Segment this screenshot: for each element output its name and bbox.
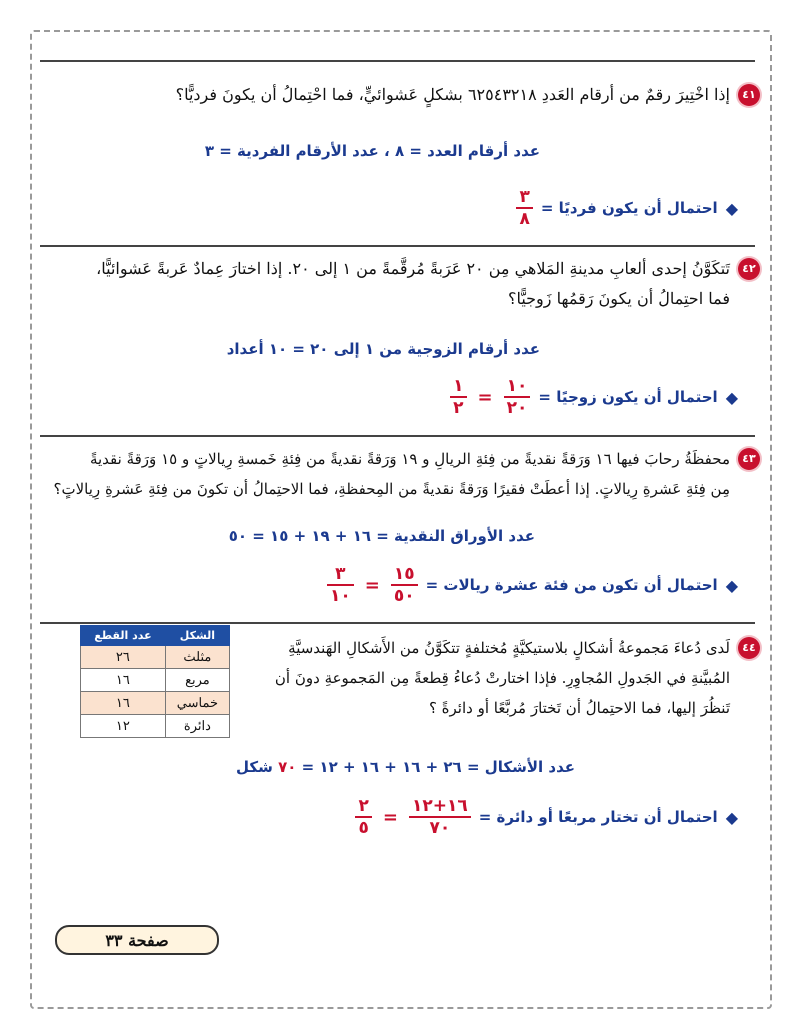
fraction-denominator: ٨ xyxy=(519,209,530,229)
question-42 xyxy=(48,254,760,314)
fraction-numerator: ١٠ xyxy=(506,376,528,396)
table-cell: ١٦ xyxy=(81,669,166,692)
fraction-simplified xyxy=(327,565,354,605)
fraction-numerator: ٢ xyxy=(358,796,369,816)
question-text: إذا اخْتِيرَ رقمٌ من أرقام العَددِ ٦٢٥٤٣٢١٨ بشكلٍ عَشوائيٍّ، فما احْتِمالُ أن يكونَ فرديًّا؟ xyxy=(175,85,730,104)
fraction-numerator: ١ xyxy=(453,376,464,396)
question-text-line-1: محفظَةُ رحابَ فيها ١٦ وَرَقةً نقديةً من فِئةِ الريالِ و ١٩ وَرَقةً نقديةً من فِئةِ خَمسةِ رِيالاتٍ و ١٥ وَرَقةً نقديةً xyxy=(89,450,730,468)
question-text-line-2: المُبيَّنةِ في الجَدولِ المُجاوِرِ. فإذا اختارتْ دُعاءُ قِطعةً مِن المَجموعةِ دونَ أن xyxy=(274,669,730,687)
question-text-line-3: تَنظُرَ إليها، فما الاحتِمالُ أن تَختارَ مُربَّعًا أو دائرةً ؟ xyxy=(428,699,730,717)
equals-sign: = xyxy=(364,574,380,596)
probability-label: احتمال أن يكون زوجيًا = xyxy=(538,388,718,406)
diamond-icon: ◆ xyxy=(725,807,738,827)
table-cell: ٢٦ xyxy=(81,646,166,669)
fraction-numerator: ٣ xyxy=(335,564,346,584)
answer-43: عدد الأوراق النقدية = ١٦ + ١٩ + ١٥ = ٥٠ xyxy=(228,527,535,545)
table-cell: دائرة xyxy=(165,715,229,738)
diamond-icon: ◆ xyxy=(725,575,738,595)
probability-label: احتمال أن تختار مربعًا أو دائرة = xyxy=(478,808,718,826)
question-43 xyxy=(48,444,760,504)
table-cell: ١٦ xyxy=(81,692,166,715)
fraction-denominator: ٧٠ xyxy=(429,818,451,838)
question-text-line-1: تَتكَوَّنُ إحدى ألعابِ مدينةِ المَلاهي مِن ٢٠ عَرَبةً مُرقَّمةً من ١ إلى ٢٠. إذا اختارَ عِمادٌ عَربةً عَشوائيًّا، xyxy=(96,259,730,278)
fraction xyxy=(516,188,532,228)
probability-43 xyxy=(327,565,738,605)
probability-label: احتمال أن يكون فرديًا = xyxy=(540,199,718,217)
question-number-badge: ٤١ xyxy=(738,84,760,106)
fraction xyxy=(391,565,418,605)
worksheet-page xyxy=(40,40,760,995)
table-row xyxy=(81,715,230,738)
table-row xyxy=(81,669,230,692)
question-44 xyxy=(235,633,760,723)
probability-label: احتمال أن تكون من فئة عشرة ريالات = xyxy=(425,576,718,594)
section-divider xyxy=(40,60,755,62)
section-divider xyxy=(40,245,755,247)
table-header: عدد القطع xyxy=(81,626,166,646)
fraction-simplified xyxy=(355,797,371,837)
answer-sum: عدد الأشكال = ٢٦ + ١٦ + ١٦ + ١٢ = xyxy=(301,758,575,776)
page-number: صفحة ٣٣ xyxy=(55,925,219,955)
probability-42 xyxy=(450,377,738,417)
shapes-table xyxy=(80,625,230,738)
fraction-denominator: ٥ xyxy=(358,818,369,838)
probability-44 xyxy=(355,797,738,837)
question-text-line-1: لَدى دُعاءَ مَجموعةُ أشكالٍ بلاستيكيَّةٍ مُختلفةٍ تتكَوَّنُ من الأَشكالِ الهَندسيَّةِ xyxy=(288,639,730,657)
diamond-icon: ◆ xyxy=(725,387,738,407)
question-text-line-2: فما احتِمالُ أن يكونَ رَقمُها زَوجيًّا؟ xyxy=(507,289,730,308)
answer-44 xyxy=(236,758,575,776)
table-header-row xyxy=(81,626,230,646)
question-text-line-2: مِن فِئةِ عَشرةِ رِيالاتٍ. إذا أعطَتْ فقيرًا وَرَقةً نقديةً من المِحفظةِ، فما الاحتِمالُ أن تكونَ من فِئةِ عَشرةِ رِيالاتٍ؟ xyxy=(53,480,730,498)
table-header: الشكل xyxy=(165,626,229,646)
fraction-denominator: ٢٠ xyxy=(506,398,528,418)
diamond-icon: ◆ xyxy=(725,198,738,218)
fraction-numerator: ٣ xyxy=(519,187,530,207)
fraction-denominator: ٢ xyxy=(453,398,464,418)
fraction xyxy=(409,797,471,837)
fraction-numerator: ١٥ xyxy=(393,564,415,584)
section-divider xyxy=(40,435,755,437)
fraction xyxy=(504,377,531,417)
fraction-denominator: ١٠ xyxy=(329,586,351,606)
fraction-denominator: ٥٠ xyxy=(393,586,415,606)
question-number-badge: ٤٢ xyxy=(738,258,760,280)
table-cell: ١٢ xyxy=(81,715,166,738)
answer-41: عدد أرقام العدد = ٨ ، عدد الأرقام الفردية = ٣ xyxy=(204,142,540,160)
table-row xyxy=(81,646,230,669)
equals-sign: = xyxy=(477,386,493,408)
table-cell: مربع xyxy=(165,669,229,692)
table-cell: خماسي xyxy=(165,692,229,715)
section-divider xyxy=(40,622,755,624)
equals-sign: = xyxy=(382,806,398,828)
question-number-badge: ٤٣ xyxy=(738,448,760,470)
question-number-badge: ٤٤ xyxy=(738,637,760,659)
table-cell: مثلث xyxy=(165,646,229,669)
fraction-simplified xyxy=(450,377,466,417)
answer-total: ٧٠ xyxy=(278,758,297,776)
table-row xyxy=(81,692,230,715)
fraction-numerator: ١٦+١٢ xyxy=(411,796,468,816)
probability-41 xyxy=(516,188,738,228)
answer-42: عدد أرقام الزوجية من ١ إلى ٢٠ = ١٠ أعداد xyxy=(226,340,540,358)
answer-unit: شكل xyxy=(235,758,273,776)
question-41 xyxy=(48,80,760,110)
